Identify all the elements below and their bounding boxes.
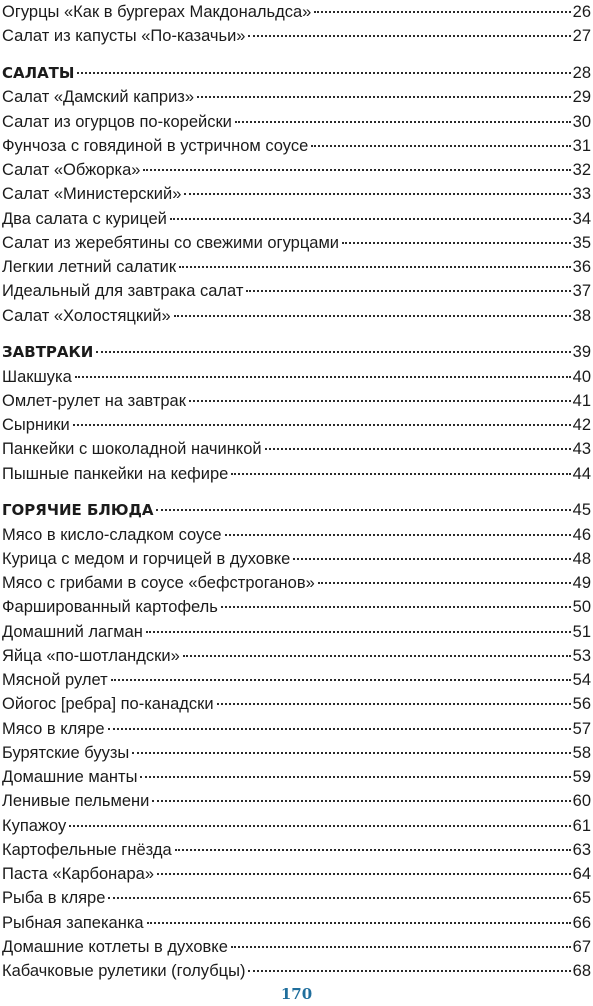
toc-entry-title: Мясо с грибами в соусе «бефстроганов» [2,574,315,592]
toc-entry-title: Два салата с курицей [2,209,167,228]
toc-entry-page: 26 [572,3,591,21]
toc-entry [2,523,591,547]
toc-entry-page: 64 [572,865,591,883]
toc-entry-page: 58 [572,743,591,762]
page-number: 170 [280,985,313,1003]
toc-entry-page: 34 [572,209,591,228]
toc-entry [2,0,591,24]
toc-entry-title: САЛАТЫ [2,64,75,82]
toc-entry-page: 29 [572,88,591,107]
toc-entry-page: 57 [572,719,591,738]
toc-entry-page: 59 [572,768,591,786]
toc-entry-page: 30 [572,112,591,131]
toc-entry-title: Салат из капусты «По-казачьи» [2,27,246,46]
toc-entry-title: Домашние манты [2,768,138,786]
section-gap [2,49,591,62]
dot-leader [231,473,570,475]
toc-entry [2,304,591,328]
toc-entry [2,765,591,789]
toc-entry [2,741,591,765]
toc-entry [2,862,591,886]
toc-entry-page: 28 [572,64,591,82]
toc-entry-title: Фаршированный картофель [2,598,218,617]
toc-entry-title: Купажоу [2,816,67,835]
toc-entry [2,279,591,303]
toc-entry-page: 40 [572,367,591,386]
dot-leader [143,169,570,171]
dot-leader [184,193,570,195]
toc-entry-title: Салат «Холостяцкий» [2,306,171,325]
toc-section-heading [2,61,591,85]
dot-leader [132,752,570,754]
toc-entry [2,85,591,109]
toc-entry-page: 45 [572,501,591,520]
toc-entry-page: 50 [572,598,591,617]
toc-entry-page: 68 [572,962,591,980]
toc-entry-page: 35 [572,233,591,252]
toc-entry [2,886,591,910]
toc-entry-page: 53 [572,646,591,665]
toc-entry-page: 32 [572,161,591,179]
toc-entry-page: 39 [572,343,591,362]
dot-leader [140,776,570,778]
toc-entry [2,595,591,619]
dot-leader [311,145,570,147]
toc-entry-title: Панкейки с шоколадной начинкой [2,440,262,459]
table-of-contents [2,0,591,983]
toc-entry-title: Салат «Дамский каприз» [2,88,195,107]
toc-entry [2,814,591,838]
toc-entry [2,389,591,413]
toc-entry-title: Домашний лагман [2,622,143,641]
toc-entry-page: 56 [572,695,591,714]
dot-leader [157,873,571,875]
dot-leader [293,558,570,560]
toc-entry-page: 63 [572,840,591,859]
toc-entry-page: 60 [572,792,591,811]
toc-entry-page: 38 [572,306,591,325]
toc-entry-title: Мясо в кисло-сладком соусе [2,525,222,544]
dot-leader [75,376,571,378]
toc-entry-title: Курица с медом и горчицей в духовке [2,549,291,568]
toc-entry [2,838,591,862]
toc-entry [2,365,591,389]
toc-entry-page: 65 [572,889,591,908]
toc-section-heading [2,340,591,364]
dot-leader [318,582,571,584]
dot-leader [221,606,571,608]
dot-leader [235,121,571,123]
toc-entry [2,110,591,134]
dot-leader [147,922,571,924]
toc-entry [2,231,591,255]
toc-entry-title: Салат из жеребятины со свежими огурцами [2,233,340,252]
toc-entry-title: Бурятские буузы [2,743,130,762]
toc-entry [2,911,591,935]
toc-entry [2,437,591,461]
dot-leader [265,448,571,450]
toc-entry-title: ГОРЯЧИЕ БЛЮДА [2,501,154,520]
toc-entry-title: Салат из огурцов по-корейски [2,112,232,131]
toc-entry-page: 43 [572,440,591,459]
toc-entry [2,182,591,206]
toc-entry-title: Салат «Министерский» [2,185,182,204]
dot-leader [152,800,570,802]
toc-entry [2,462,591,486]
toc-entry-title: ЗАВТРАКИ [2,343,94,362]
dot-leader [108,728,571,730]
toc-entry [2,692,591,716]
dot-leader [197,96,571,98]
toc-entry-page: 67 [572,937,591,956]
dot-leader [156,509,570,511]
toc-entry [2,789,591,813]
dot-leader [225,534,571,536]
dot-leader [174,315,571,317]
dot-leader [189,400,571,402]
dot-leader [96,351,570,353]
dot-leader [111,679,571,681]
toc-entry [2,717,591,741]
toc-entry-page: 51 [572,622,591,641]
toc-entry-title: Омлет-рулет на завтрак [2,391,186,410]
toc-entry-title: Кабачковые рулетики (голубцы) [2,962,246,980]
toc-entry-title: Ленивые пельмени [2,792,150,811]
toc-entry [2,255,591,279]
toc-entry [2,134,591,158]
dot-leader [314,11,570,13]
toc-entry-title: Мясо в кляре [2,719,105,738]
toc-entry [2,413,591,437]
dot-leader [342,242,571,244]
dot-leader [179,266,571,268]
toc-entry-title: Пышные панкейки на кефире [2,464,229,483]
dot-leader [248,35,570,37]
section-gap [2,486,591,499]
toc-entry [2,935,591,959]
toc-entry [2,959,591,983]
toc-entry [2,668,591,692]
toc-entry-title: Шакшука [2,367,72,386]
toc-entry [2,207,591,231]
dot-leader [231,946,571,948]
dot-leader [146,631,571,633]
toc-entry-title: Идеальный для завтрака салат [2,282,244,301]
toc-entry-page: 36 [572,258,591,276]
toc-entry-title: Рыба в кляре [2,889,106,908]
toc-entry-title: Картофельные гнёзда [2,840,172,859]
toc-entry [2,24,591,48]
dot-leader [183,655,571,657]
dot-leader [108,897,570,899]
toc-entry [2,644,591,668]
toc-entry [2,547,591,571]
toc-entry-page: 54 [572,671,591,689]
toc-entry-page: 31 [572,136,591,155]
toc-entry-title: Салат «Обжорка» [2,161,141,179]
toc-entry [2,158,591,182]
toc-entry-title: Ойогос [ребра] по-канадски [2,695,214,714]
toc-entry-page: 61 [572,816,591,835]
toc-entry-title: Домашние котлеты в духовке [2,937,228,956]
dot-leader [246,290,570,292]
toc-entry-title: Рыбная запеканка [2,913,144,932]
dot-leader [170,218,571,220]
toc-entry-title: Паста «Карбонара» [2,865,155,883]
toc-entry-page: 33 [572,185,591,204]
toc-entry-title: Легкии летний салатик [2,258,177,276]
toc-entry-title: Яйца «по-шотландски» [2,646,180,665]
toc-entry-title: Мясной рулет [2,671,108,689]
dot-leader [217,703,571,705]
toc-entry-page: 44 [572,464,591,483]
toc-entry-page: 37 [572,282,591,301]
toc-entry-page: 27 [572,27,591,46]
toc-entry-page: 46 [572,525,591,544]
toc-entry-page: 49 [572,574,591,592]
section-gap [2,328,591,341]
dot-leader [175,849,571,851]
dot-leader [73,424,571,426]
toc-section-heading [2,498,591,522]
dot-leader [69,825,570,827]
toc-entry-page: 48 [572,549,591,568]
toc-entry-title: Сырники [2,416,70,434]
dot-leader [248,970,570,972]
toc-entry-title: Фунчоза с говядиной в устричном соусе [2,136,309,155]
toc-entry-page: 42 [572,416,591,434]
toc-entry-title: Огурцы «Как в бургерах Макдональдса» [2,3,312,21]
toc-entry [2,571,591,595]
toc-entry-page: 66 [572,913,591,932]
toc-entry [2,620,591,644]
dot-leader [77,72,570,74]
toc-entry-page: 41 [572,391,591,410]
